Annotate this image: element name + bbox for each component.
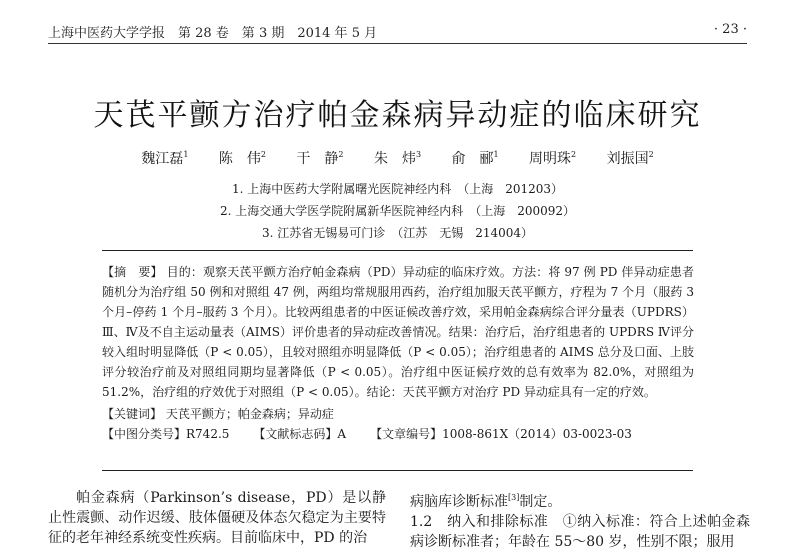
classification-line (102, 424, 694, 444)
affiliation: 1. 上海中医药大学附属曙光医院神经内科 （上海 201203） (231, 182, 564, 196)
affiliation: 2. 上海交通大学医学院附属新华医院神经内科 （上海 200092） (219, 204, 576, 218)
author: 周明珠$^2$ (529, 150, 577, 167)
author: 俞 郦$^1$ (451, 150, 499, 167)
running-header (48, 18, 747, 42)
affiliation: 3. 江苏省无锡易可门诊 （江苏 无锡 214004） (261, 226, 534, 240)
document-code: 【文献标志码】A (253, 427, 347, 441)
author: 朱 炜$^3$ (373, 150, 422, 167)
body-column-left (48, 488, 386, 548)
author: 干 静$^2$ (296, 150, 344, 167)
abstract-label: 【摘 要】 (102, 265, 163, 279)
abstract-text: 目的：观察天芪平颤方治疗帕金森病（PD）异动症的临床疗效。方法：将 97 例 PD 伴异动症患者随机分为治疗组 50 例和对照组 47 例，两组均常规服用西药，治疗组加服天芪平颤方，疗程为 7 个月（服药 3 个月–停药 1 个月–服药 3 个月）。比较两组患者的中医证候改善疗效，采用帕金森病综合评分量表（UPDRS）Ⅲ、Ⅳ及不自主运动量表（AIMS）评价患者的异动症改善情况。结果：治疗后，治疗组患者的 UPDRS Ⅳ评分较入组时明显降低（P < 0.05），且较对照组亦明显降低（P < 0.05）；治疗组患者的 AIMS 总分及口面、上肢评分较治疗前及对照组同期均显著降低（P < 0.05）。治疗组中医证候疗效的总有效率为 82.0%，对照组为 51.2%，治疗组的疗效优于对照组（P < 0.05）。结论：天芪平颤方对治疗 PD 异动症具有一定的疗效。 (102, 265, 694, 399)
clc-code: 【中图分类号】R742.5 (102, 427, 230, 441)
header-rule (48, 43, 747, 44)
citation-ref: [3] (508, 493, 520, 502)
author-list (0, 148, 795, 168)
intro-paragraph: 帕金森病（Parkinson’s disease，PD）是以静止性震颤、动作迟缓、肢体僵硬及体态欠稳定为主要特征的老年神经系统变性疾病。目前临床中，PD 的治 (48, 490, 386, 546)
author: 刘振国$^2$ (606, 150, 654, 167)
keywords-label: 【关键词】 (102, 407, 163, 421)
body-column-right (410, 488, 750, 552)
affiliations (0, 178, 795, 244)
criteria-line: 病脑库诊断标准[3]制定。 (410, 493, 562, 510)
keywords-text: 天芪平颤方；帕金森病；异动症 (165, 407, 334, 421)
section-1-2-paragraph: 1.2 纳入和排除标准 ①纳入标准：符合上述帕金森病诊断标准者；年龄在 55～80 岁，性别不限；服用 (410, 514, 750, 550)
abstract-top-rule (102, 250, 693, 251)
article-title: 天芪平颤方治疗帕金森病异动症的临床研究 (93, 98, 702, 133)
author: 陈 伟$^2$ (218, 150, 266, 167)
page-number: · 23 · (713, 22, 747, 37)
author: 魏江磊$^1$ (141, 150, 189, 167)
keywords-line (102, 404, 694, 424)
article-number: 【文章编号】1008-861X（2014）03-0023-03 (370, 427, 632, 441)
abstract-paragraph (102, 262, 694, 402)
journal-info: 上海中医药大学学报 第 28 卷 第 3 期 2014 年 5 月 (48, 26, 378, 41)
abstract-block (102, 262, 694, 444)
abstract-bottom-rule (102, 470, 693, 471)
